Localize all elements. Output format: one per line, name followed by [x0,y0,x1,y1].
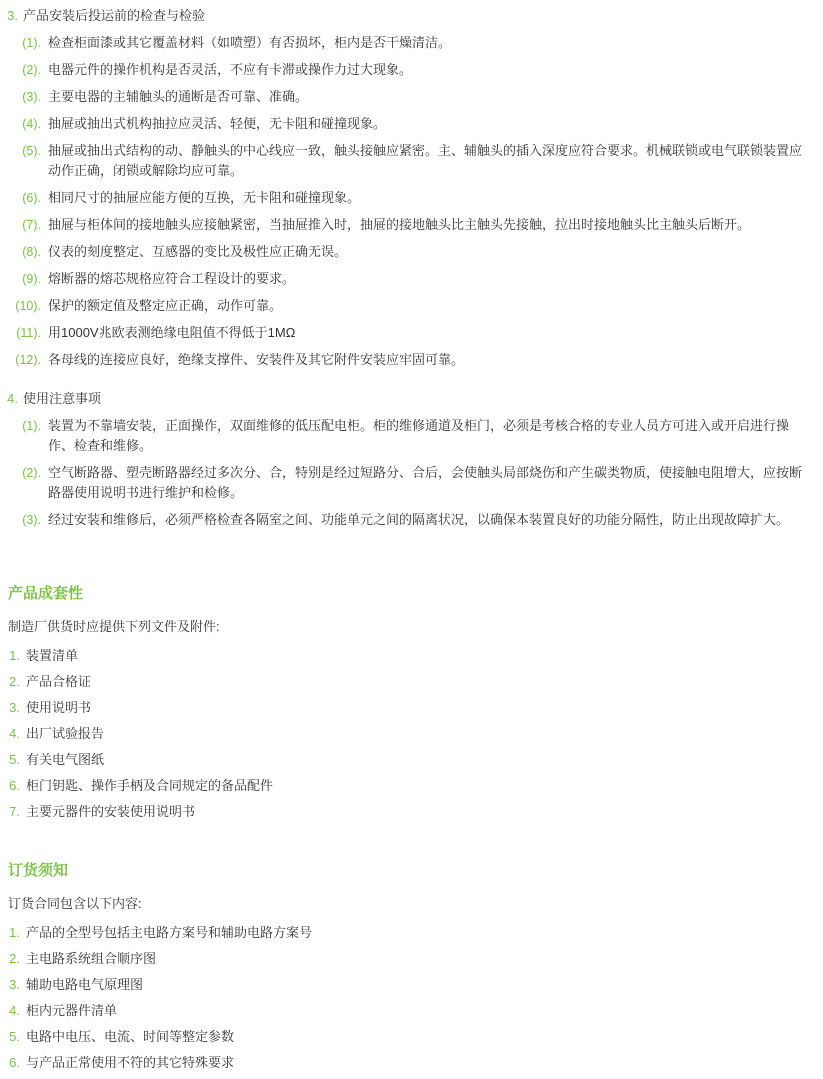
list-item-number: (4). [22,117,41,131]
list-item [4,141,813,181]
list-item-text: 主要电器的主辅触头的通断是否可靠、准确。 [48,89,309,104]
list-item-text: 产品合格证 [26,674,92,689]
list-item [4,750,813,770]
list-item [4,949,813,969]
list-item [4,114,813,134]
page-title-ordering: 订货须知 [8,862,69,879]
completeness-list [4,646,813,822]
list-item-text: 仪表的刻度整定、互感器的变比及极性应正确无误。 [48,244,348,259]
list-item-number: (9). [22,272,41,286]
list-item [4,215,813,235]
list-item-number: (11). [16,326,41,340]
page-title-completeness: 产品成套性 [8,585,84,602]
list-item-number: 7. [9,804,20,819]
list-item-number: (1). [22,419,41,433]
list-item [4,323,813,343]
list-item-text: 保护的额定值及整定应正确，动作可靠。 [48,298,283,313]
list-item [4,242,813,262]
list-item-text: 抽屉或抽出式机构抽拉应灵活、轻便，无卡阻和碰撞现象。 [48,116,387,131]
section-title: 使用注意事项 [23,391,102,406]
ordering-lead: 订货合同包含以下内容: [8,896,142,911]
list-item-number: (10). [15,299,41,313]
list-item-number: 6. [9,778,20,793]
list-item-text: 经过安装和维修后，必须严格检查各隔室之间、功能单元之间的隔离状况，以确保本装置良好的功能分隔性，防止出现故障扩大。 [48,512,790,527]
list-item-number: 5. [9,1029,20,1044]
list-item-text: 有关电气图纸 [26,752,105,767]
list-item [4,1001,813,1021]
list-item-text: 抽屉或抽出式结构的动、静触头的中心线应一致，触头接触应紧密。主、辅触头的插入深度应符合要求。机械联锁或电气联锁装置应动作正确，闭锁或解除均应可靠。 [48,143,803,178]
list-item-number: 2. [9,674,20,689]
spacer [4,828,813,860]
completeness-lead: 制造厂供货时应提供下列文件及附件: [8,619,220,634]
list-item-number: 2. [9,951,20,966]
list-item-text: 熔断器的熔芯规格应符合工程设计的要求。 [48,271,296,286]
list-item-text: 各母线的连接应良好，绝缘支撑件、安装件及其它附件安装应牢固可靠。 [48,352,465,367]
list-item-text: 柜门钥匙、操作手柄及合同规定的备品配件 [26,778,274,793]
list-item-text: 检查柜面漆或其它覆盖材料（如喷塑）有否损坏，柜内是否干燥清洁。 [48,35,452,50]
list-item-number: (8). [22,245,41,259]
list-item [4,776,813,796]
list-item-text: 抽屉与柜体间的接地触头应接触紧密，当抽屉推入时，抽屉的接地触头比主触头先接触，拉出时接地触头比主触头后断开。 [48,217,751,232]
list-item-number: (5). [22,144,41,158]
list-item-text: 用1000V兆欧表测绝缘电阻值不得低于1MΩ [48,325,296,340]
list-item-number: 6. [9,1055,20,1070]
list-item-text: 使用说明书 [26,700,92,715]
list-item [4,802,813,822]
list-item-number: 1. [9,648,20,663]
list-item-text: 电器元件的操作机构是否灵活，不应有卡滞或操作力过大现象。 [48,62,413,77]
list-item-number: 1. [9,925,20,940]
list-item-number: 5. [9,752,20,767]
list-item [4,975,813,995]
list-item-text: 柜内元器件清单 [26,1003,118,1018]
list-item [4,1027,813,1047]
list-item-number: (2). [22,466,41,480]
list-item-number: 3. [9,977,20,992]
spacer [4,377,813,389]
list-item-text: 相同尺寸的抽屉应能方便的互换，无卡阻和碰撞现象。 [48,190,361,205]
inspection-list [4,33,813,370]
list-item-text: 空气断路器、塑壳断路器经过多次分、合，特别是经过短路分、合后，会使触头局部烧伤和产生碳类物质，使接触电阻增大，应按断路器使用说明书进行维护和检修。 [48,465,803,500]
section-number: 3. [7,8,18,23]
section-heading-usage-notes [4,389,813,409]
list-item [4,296,813,316]
list-item [4,672,813,692]
list-item-number: (3). [22,513,41,527]
list-item-text: 电路中电压、电流、时间等整定参数 [26,1029,235,1044]
list-item-number: 4. [9,1003,20,1018]
list-item-text: 出厂试验报告 [26,726,105,741]
list-item [4,60,813,80]
list-item [4,698,813,718]
list-item-number: (6). [22,191,41,205]
list-item-text: 装置清单 [26,648,79,663]
list-item [4,1053,813,1073]
section-number: 4. [7,391,18,406]
list-item-text: 与产品正常使用不符的其它特殊要求 [26,1055,235,1070]
usage-notes-list [4,416,813,530]
list-item-number: (12). [15,353,41,367]
list-item-text: 主要元器件的安装使用说明书 [26,804,196,819]
list-item [4,188,813,208]
list-item [4,350,813,370]
list-item-number: (2). [22,63,41,77]
list-item [4,646,813,666]
list-item-text: 装置为不靠墙安装，正面操作，双面维修的低压配电柜。柜的维修通道及柜门，必须是考核合格的专业人员方可进入或开启进行操作、检查和维修。 [48,418,790,453]
list-item-number: (3). [22,90,41,104]
list-item-number: 3. [9,700,20,715]
list-item [4,463,813,503]
list-item [4,724,813,744]
list-item-number: 4. [9,726,20,741]
ordering-list [4,923,813,1073]
list-item-number: (7). [22,218,41,232]
list-item [4,269,813,289]
spacer [4,537,813,583]
list-item-number: (1). [22,36,41,50]
list-item-text: 辅助电路电气原理图 [26,977,144,992]
list-item [4,416,813,456]
list-item [4,33,813,53]
list-item [4,510,813,530]
list-item [4,923,813,943]
list-item-text: 产品的全型号包括主电路方案号和辅助电路方案号 [26,925,313,940]
list-item-text: 主电路系统组合顺序图 [26,951,157,966]
list-item [4,87,813,107]
section-title: 产品安装后投运前的检查与检验 [23,8,206,23]
section-heading-inspection [4,6,813,26]
